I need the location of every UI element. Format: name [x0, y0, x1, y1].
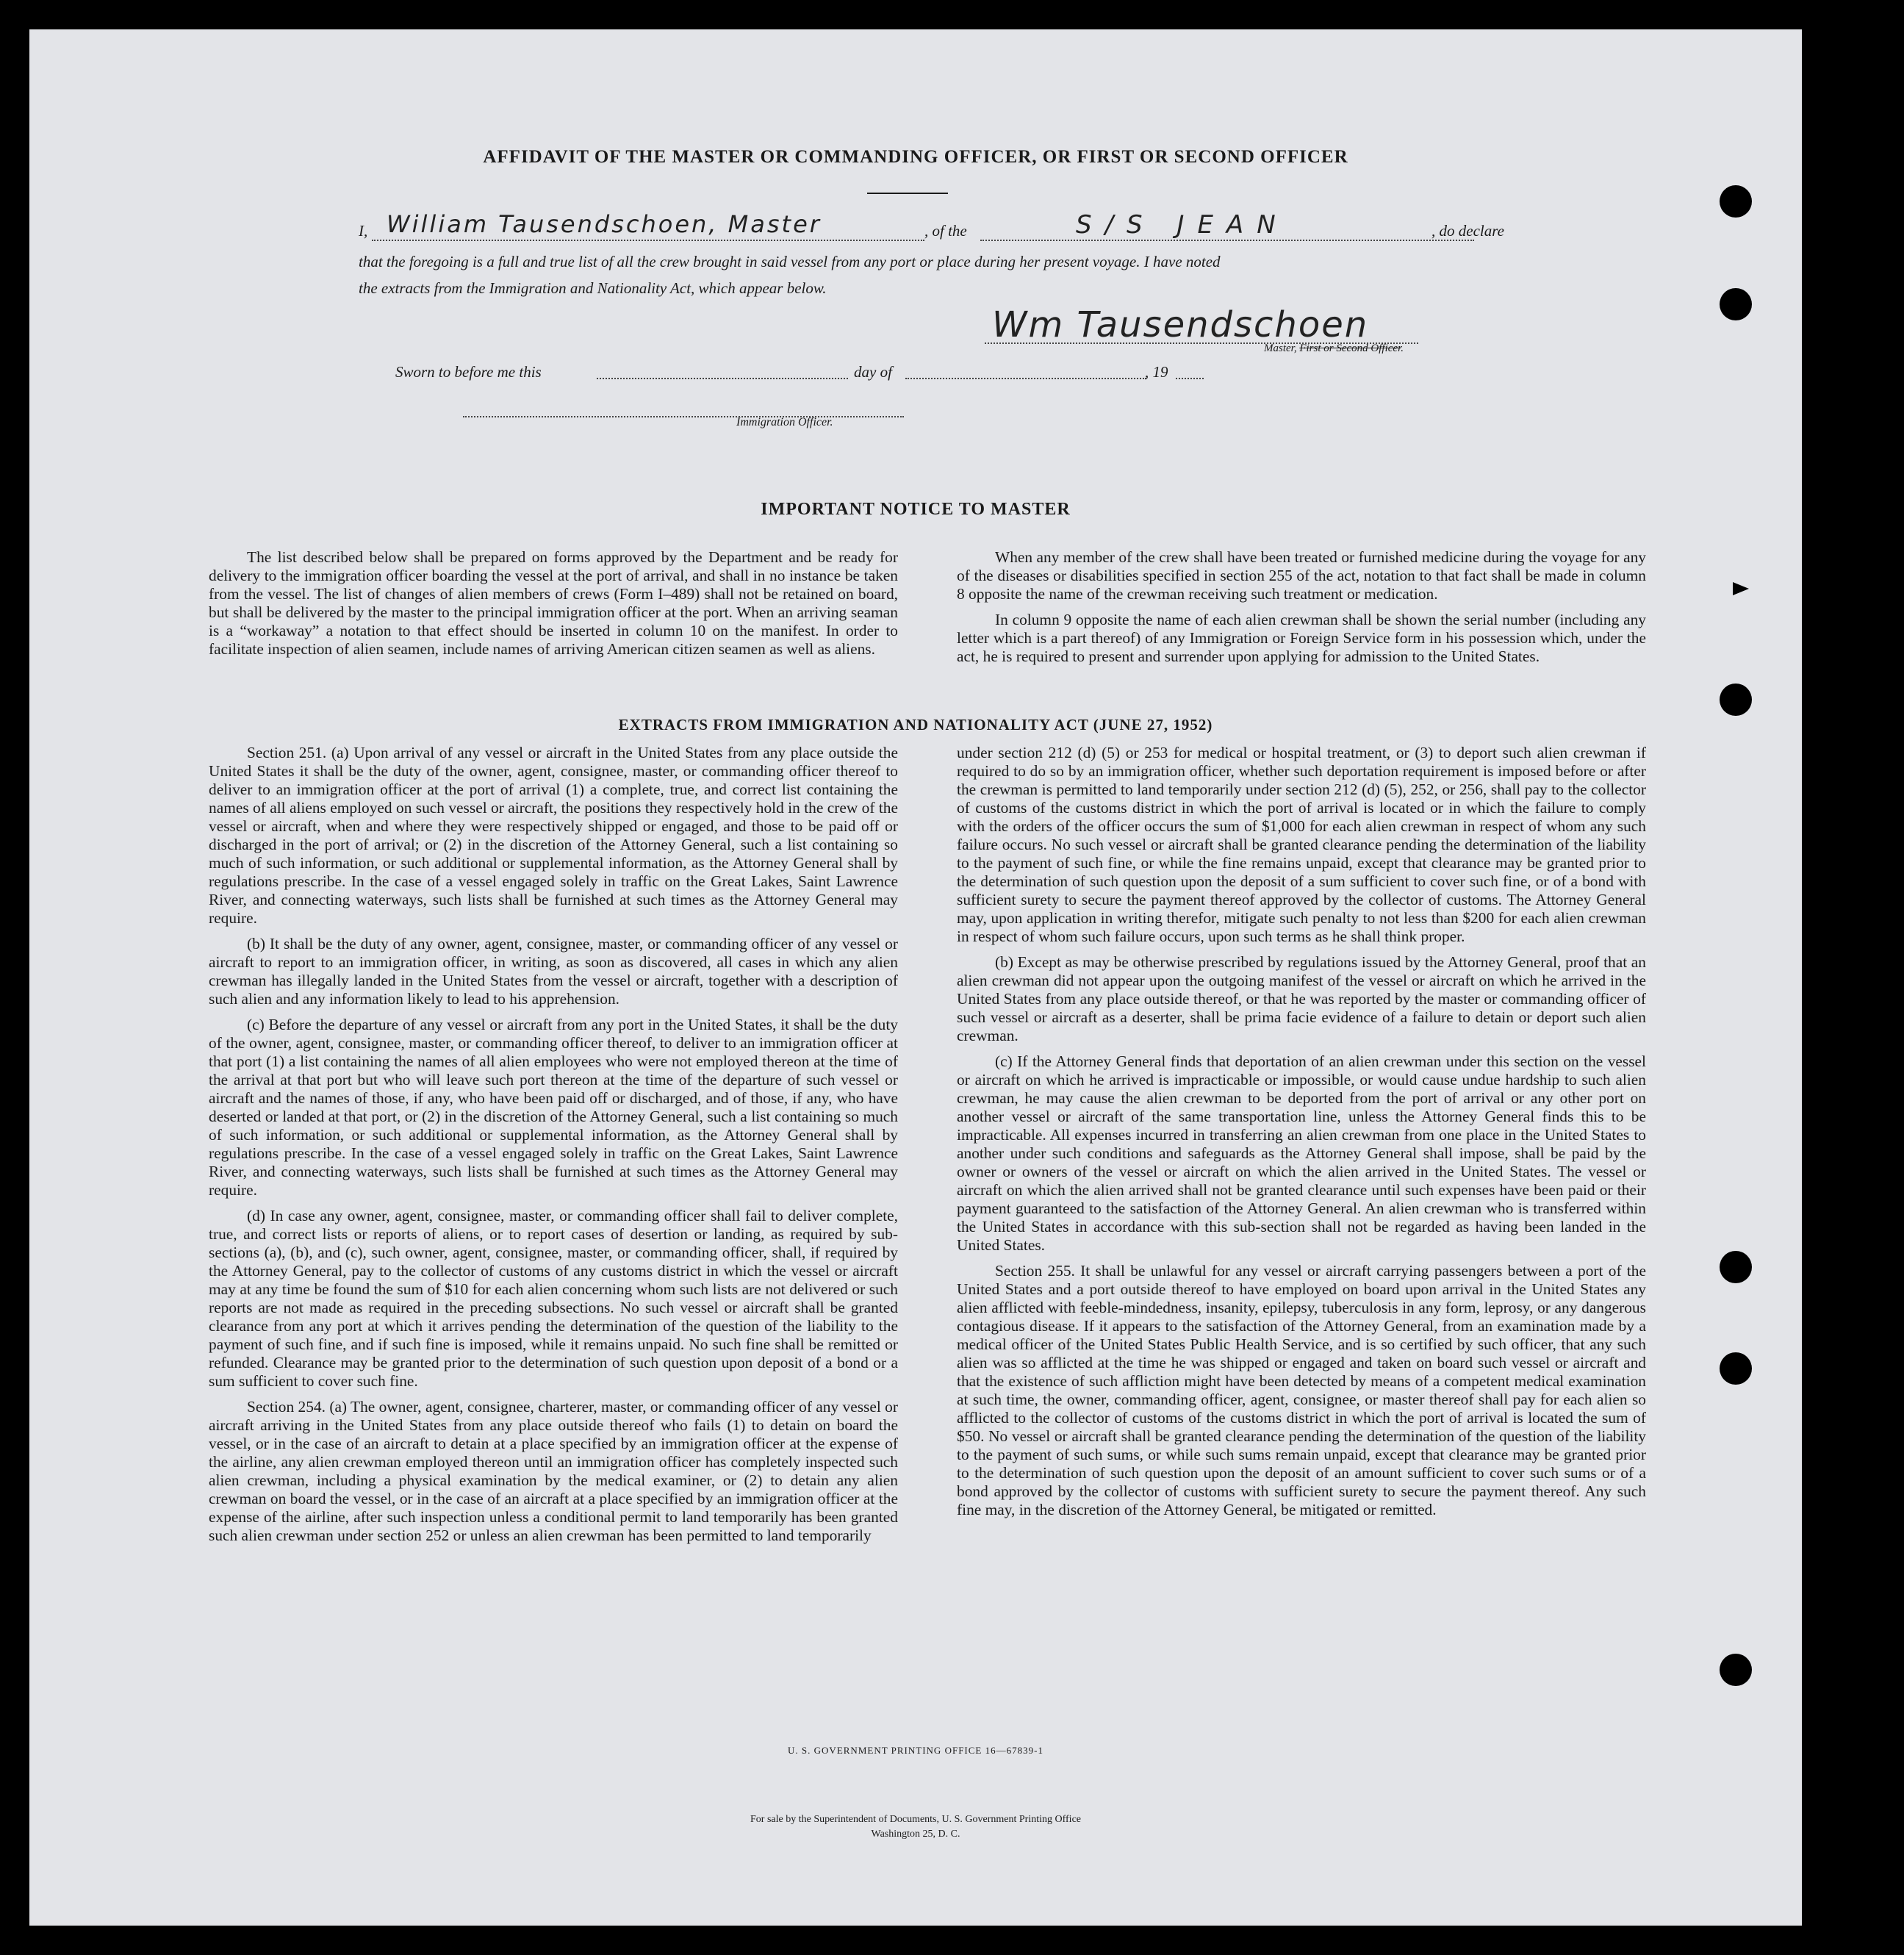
officer-caption: Immigration Officer. [736, 416, 833, 428]
caption-master: Master, [1264, 342, 1297, 354]
signature-caption [1264, 342, 1404, 355]
punch-hole [1720, 1352, 1752, 1385]
registration-mark-icon [1733, 582, 1749, 595]
section-251a: Section 251. (a) Upon arrival of any vessel or aircraft in the United States from any place outside the United States it shall be the duty of the owner, agent, consignee, master, or commanding officer thereof to deliver to an immigration officer at the port of arrival (1) a complete, true, and correct list containing the names of all aliens employed on such vessel or aircraft, the positions they respectively hold in the crew of the vessel or aircraft, when and where they were respectively shipped or engaged, and those to be paid off or discharged in the port of arrival; or (2) in the discretion of the Attorney General, such a list containing so much of such information, or such additional or supplemental information, as the Attorney General shall by regulations prescribe. In the case of a vessel engaged solely in traffic on the Great Lakes, Saint Lawrence River, and connecting waterways, such lists shall be furnished at such times as the Attorney General may require. [209, 744, 898, 927]
notice-title: IMPORTANT NOTICE TO MASTER [761, 500, 1071, 519]
signature-line [985, 304, 1418, 345]
caption-struck: First or Second Officer [1299, 342, 1401, 354]
sale-line-2: Washington 25, D. C. [871, 1829, 960, 1840]
vessel-field [980, 210, 1474, 241]
declaration-line [359, 210, 1520, 247]
extracts-right-column [957, 744, 1646, 1519]
do-declare-label: , do declare [1431, 222, 1504, 240]
sworn-label: Sworn to before me this [395, 363, 542, 381]
notice-right-paragraph-1: When any member of the crew shall have been treated or furnished medicine during the voyage for any of the diseases or disabilities specified in section 255 of the act, notation to that fact shall be made in column 8 opposite the name of the crewman receiving such treatment or medication. [957, 548, 1646, 603]
of-the-label: , of the [924, 222, 967, 240]
sworn-year-field [1176, 363, 1204, 379]
extracts-left-column [209, 744, 898, 1545]
document-page [29, 29, 1802, 1926]
title-rule [867, 193, 948, 194]
declarant-handwriting: William Tausendschoen, Master [387, 210, 822, 238]
notice-left-column [209, 548, 898, 659]
section-254b: (b) Except as may be otherwise prescribed by regulations issued by the Attorney General, proof that an alien crewman did not appear upon the outgoing manifest of the vessel or aircraft on which he arrived in the United States from any place outside thereof, or that he was reported by the master or commanding officer of such vessel or aircraft as a deserter, shall be prima facie evidence of a failure to detain or deport such alien crewman. [957, 953, 1646, 1044]
notice-right-column [957, 548, 1646, 666]
section-255: Section 255. It shall be unlawful for any vessel or aircraft carrying passengers between a port of the United States and a port outside thereof to have employed on board upon arrival in the United States any alien afflicted with feeble-mindedness, insanity, epilepsy, tuberculosis in any form, leprosy, or any dangerous contagious disease. If it appears to the satisfaction of the Attorney General, from an examination made by a medical officer of the United States Public Health Service, and is so certified by such officer, that any such alien was so afflicted at the time he was shipped or engaged and taken on board such vessel or aircraft and that the existence of such affliction might have been detected by means of a competent medical examination at such time, the owner, commanding officer, agent, consignee, or master thereof shall pay for each alien so afflicted to the collector of customs of the customs district in which the port of arrival is located the sum of $50. No vessel or aircraft shall be granted clearance pending the determination of the question of the liability to the payment of such sums, or while such sums remain unpaid, except that clearance may be granted prior to the determination of such question upon the deposit of an amount sufficient to cover such sums or of a bond approved by the collector of customs with sufficient surety to secure the payment thereof. Any such fine may, in the discretion of the Attorney General, be mitigated or remitted. [957, 1262, 1646, 1518]
statement-line-1: that the foregoing is a full and true list of all the crew brought in said vessel from any port or place during her present voyage. I have noted [359, 253, 1221, 270]
declarant-field [372, 210, 924, 241]
vessel-handwriting: S/S JEAN [1076, 210, 1289, 240]
notice-right-paragraph-2: In column 9 opposite the name of each alien crewman shall be shown the serial number (including any letter which is a part thereof) of any Immigration or Foreign Service form in his possession which, under the act, he is required to present and surrender upon applying for admission to the United States. [957, 611, 1646, 665]
statement-line-2: the extracts from the Immigration and Nationality Act, which appear below. [359, 279, 827, 297]
section-251c: (c) Before the departure of any vessel or aircraft from any port in the United States, it shall be the duty of the owner, agent, consignee, master, or commanding officer thereof, to deliver to an immigration officer at that port (1) a list containing the names of all alien employees who were not employed thereon at the time of the arrival at that port but who will leave such port thereon at the time of the departure of such vessel or aircraft and the names of those, if any, who have been paid off or discharged, and of those, if any, who have deserted or landed at that port, or (2) in the discretion of the Attorney General, such a list containing so much of such information, or such additional or supplemental information, as the Attorney General shall by regulations prescribe. In the case of a vessel engaged solely in traffic on the Great Lakes, Saint Lawrence River, and connecting waterways, such lists shall be furnished at such times as the Attorney General may require. [209, 1016, 898, 1199]
affidavit-title: AFFIDAVIT OF THE MASTER OR COMMANDING OFFICER, OR FIRST OR SECOND OFFICER [483, 147, 1348, 167]
officer-signature-line [463, 406, 904, 417]
extracts-title: EXTRACTS FROM IMMIGRATION AND NATIONALITY ACT (JUNE 27, 1952) [618, 716, 1213, 733]
day-of-label: day of [854, 363, 892, 381]
section-251b: (b) It shall be the duty of any owner, agent, consignee, master, or commanding officer of any vessel or aircraft to report to an immigration officer, in writing, as soon as discovered, all cases in which any alien crewman has illegally landed in the United States from the vessel or aircraft, together with a description of such alien and any information likely to lead to his apprehension. [209, 935, 898, 1008]
sworn-day-field [597, 363, 848, 379]
punch-hole [1720, 684, 1752, 716]
signature-handwriting: Wm Tausendschoen [992, 304, 1369, 345]
punch-hole [1720, 1654, 1752, 1686]
sworn-month-field [905, 363, 1146, 379]
section-251d: (d) In case any owner, agent, consignee, master, or commanding officer shall fail to deliver complete, true, and correct lists or reports of aliens, or to report cases of desertion or landing, as required by sub-sections (a), (b), and (c), such owner, agent, consignee, master, or commanding officer, shall, if required by the Attorney General, pay to the collector of customs of any customs district in which the vessel or aircraft may at any time be found the sum of $10 for each alien concerning whom such lists are not delivered or such reports are not made as required in the preceding subsections. No such vessel or aircraft shall be granted clearance from any port at which it arrives pending the determination of the question of the liability to the payment of such fine, and if such fine is imposed, while it remains unpaid. No such fine shall be remitted or refunded. Clearance may be granted prior to the determination of such question upon deposit of a bond or a sum sufficient to cover such fine. [209, 1207, 898, 1390]
notice-left-paragraph: The list described below shall be prepared on forms approved by the Department and be ready for delivery to the immigration officer boarding the vessel at the port of arrival, and shall in no instance be taken from the vessel. The list of changes of alien members of crews (Form I–489) shall not be retained on board, but shall be delivered by the master to the principal immigration officer at the port. When an arriving seaman is a “workaway” a notation to that effect should be inserted in column 10 on the manifest. In order to facilitate inspection of alien seamen, include names of arriving American citizen seamen as well as aliens. [209, 548, 898, 658]
sale-line-1: For sale by the Superintendent of Documents, U. S. Government Printing Office [750, 1814, 1081, 1825]
section-254c: (c) If the Attorney General finds that deportation of an alien crewman under this section on the vessel or aircraft on which he arrived is impracticable or impossible, or would cause undue hardship to such alien crewman, he may cause the alien crewman to be deported from the port of arrival or any other port on another vessel or aircraft of the same transportation line, unless the Attorney General finds this to be impracticable. All expenses incurred in transferring an alien crewman from one place in the United States to another under such conditions and safeguards as the Attorney General shall impose, shall be paid by the owner or owners of the vessel or aircraft on which the alien arrived in the United States. The vessel or aircraft on which the alien arrived shall not be granted clearance until such expenses have been paid or their payment guaranteed to the satisfaction of the Attorney General. An alien crewman who is transferred within the United States in accordance with this sub-section shall not be regarded as having been landed in the United States. [957, 1052, 1646, 1254]
section-254a-continued: under section 212 (d) (5) or 253 for medical or hospital treatment, or (3) to deport such alien crewman if required to do so by an immigration officer, whether such deportation requirement is imposed before or after the crewman is permitted to land temporarily under section 212 (d) (5), 252, or 256, shall pay to the collector of customs of the customs district in which the port of arrival is located or in which the failure to comply with the orders of the officer occurs the sum of $1,000 for each alien crewman in respect of whom any such failure occurs. No such vessel or aircraft shall be granted clearance pending the determination of the liability to the payment of such fine, or while the fine remains unpaid, except that clearance may be granted prior to the determination of such question upon the deposit of a sum sufficient to cover such fine, or of a bond with sufficient surety to secure the payment thereof approved by the collector of customs. The Attorney General may, upon application in writing therefor, mitigate such penalty to not less than $200 for each alien crewman in respect of whom such failure occurs, upon such terms as he shall think proper. [957, 744, 1646, 945]
punch-hole [1720, 288, 1752, 320]
i-label: I, [359, 222, 368, 240]
caption-period: . [1401, 342, 1404, 354]
punch-hole [1720, 185, 1752, 218]
section-254a: Section 254. (a) The owner, agent, consignee, charterer, master, or commanding officer of any vessel or aircraft arriving in the United States from any place outside thereof who fails (1) to detain on board the vessel, or in the case of an aircraft to detain at a place specified by an immigration officer at the expense of the airline, any alien crewman employed thereon until an immigration officer has completely inspected such alien crewman, including a physical examination by the medical examiner, or (2) to detain any alien crewman on board the vessel, or in the case of an aircraft at a place specified by an immigration officer at the expense of the airline, after such inspection unless a conditional permit to land temporarily has been granted such alien crewman under section 252 or unless an alien crewman has been permitted to land temporarily [209, 1398, 898, 1544]
punch-hole [1720, 1251, 1752, 1283]
printer-line: U. S. GOVERNMENT PRINTING OFFICE 16—67839-1 [788, 1745, 1043, 1756]
sworn-line [395, 363, 1204, 385]
year-label: , 19 [1145, 363, 1168, 381]
